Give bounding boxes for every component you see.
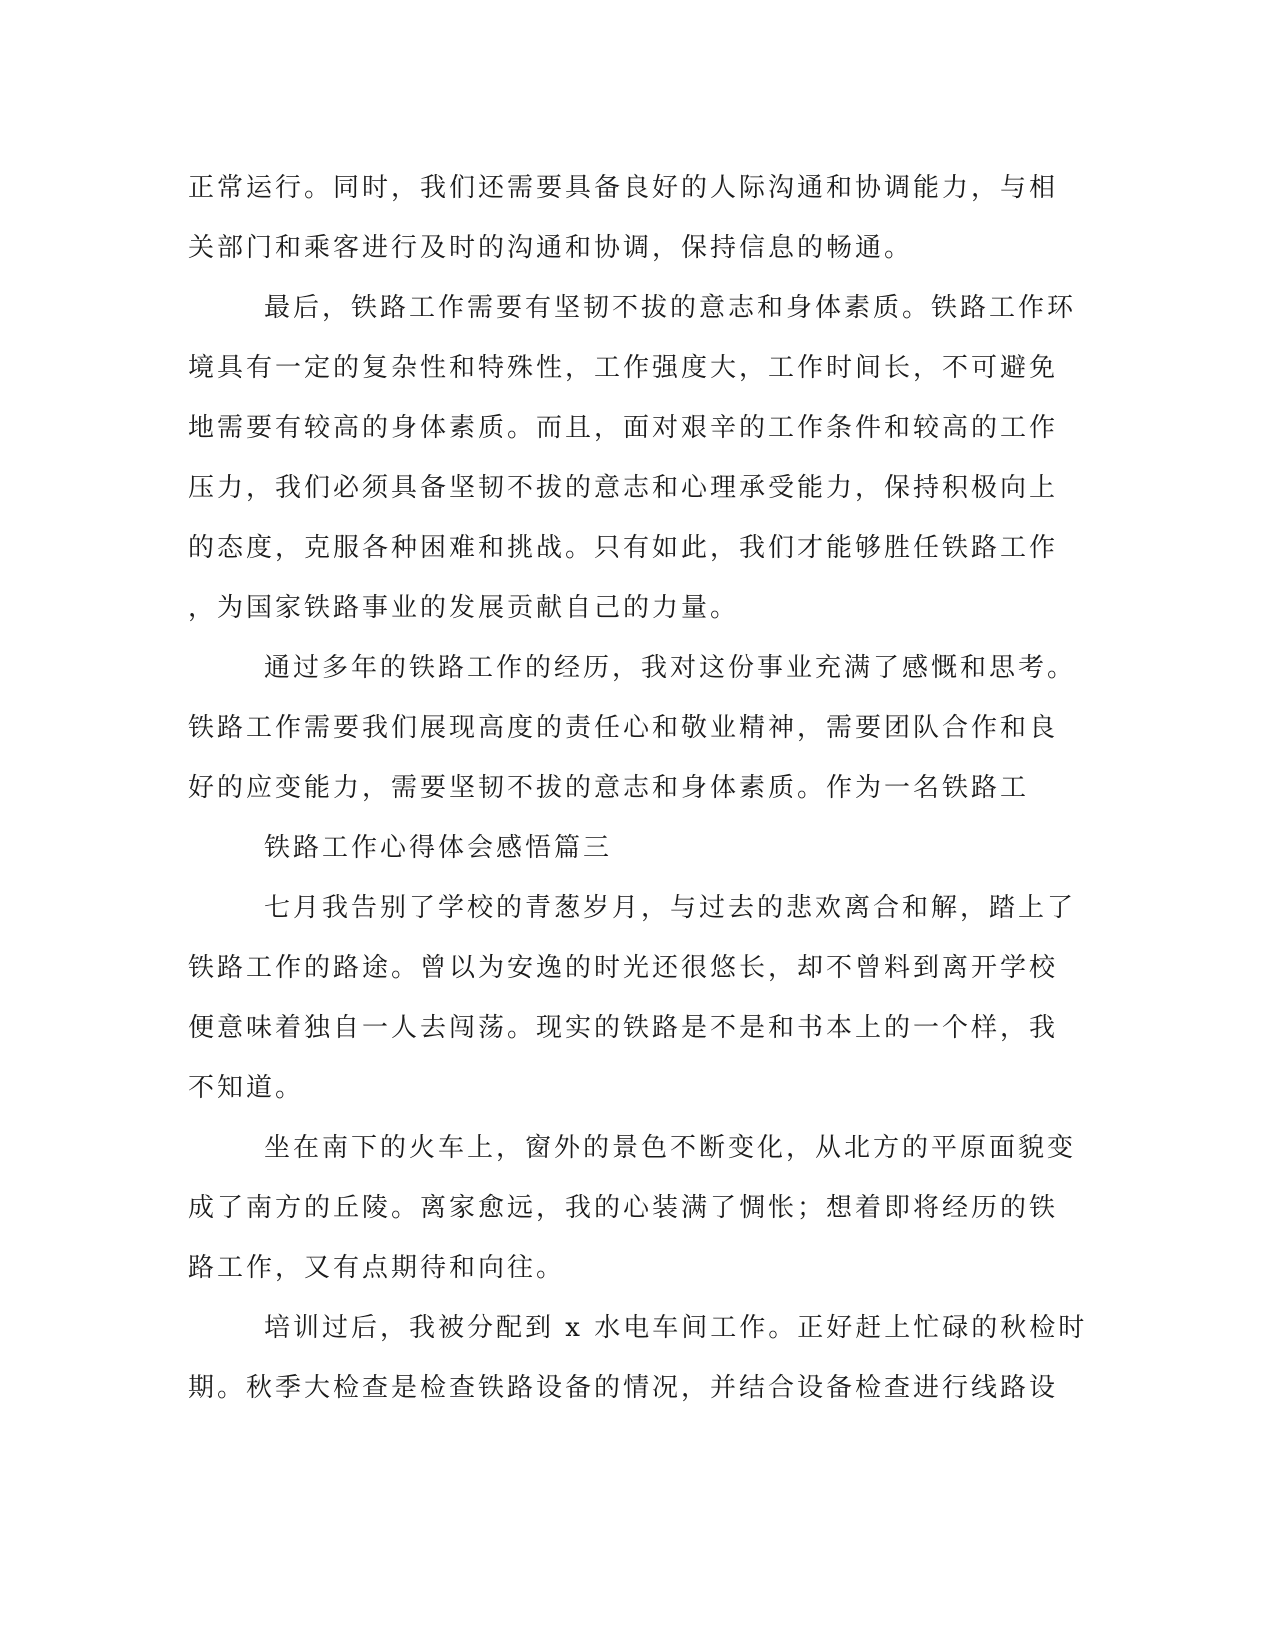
text-line: 正常运行。同时，我们还需要具备良好的人际沟通和协调能力，与相 bbox=[188, 173, 1059, 203]
text-line: 坐在南下的火车上，窗外的景色不断变化，从北方的平原面貌变 bbox=[264, 1133, 1077, 1163]
text-line: 期。秋季大检查是检查铁路设备的情况，并结合设备检查进行线路设 bbox=[188, 1373, 1059, 1403]
text-line: 最后，铁路工作需要有坚韧不拔的意志和身体素质。铁路工作环 bbox=[264, 293, 1077, 323]
text-line: 地需要有较高的身体素质。而且，面对艰辛的工作条件和较高的工作 bbox=[188, 413, 1059, 443]
text-line: 关部门和乘客进行及时的沟通和协调，保持信息的畅通。 bbox=[188, 233, 914, 263]
text-line: 七月我告别了学校的青葱岁月，与过去的悲欢离合和解，踏上了 bbox=[264, 893, 1077, 923]
text-line: 便意味着独自一人去闯荡。现实的铁路是不是和书本上的一个样，我 bbox=[188, 1013, 1059, 1043]
document-body bbox=[188, 166, 1088, 1426]
text-line: 好的应变能力，需要坚韧不拔的意志和身体素质。作为一名铁路工 bbox=[188, 773, 1030, 803]
text-line: 的态度，克服各种困难和挑战。只有如此，我们才能够胜任铁路工作 bbox=[188, 533, 1059, 563]
text-line: 通过多年的铁路工作的经历，我对这份事业充满了感慨和思考。 bbox=[264, 653, 1077, 683]
text-line: 路工作，又有点期待和向往。 bbox=[188, 1253, 566, 1283]
text-line: 境具有一定的复杂性和特殊性，工作强度大，工作时间长，不可避免 bbox=[188, 353, 1059, 383]
text-line: 成了南方的丘陵。离家愈远，我的心装满了惆怅；想着即将经历的铁 bbox=[188, 1193, 1059, 1223]
text-line: ，为国家铁路事业的发展贡献自己的力量。 bbox=[188, 593, 740, 623]
text-line: 培训过后，我被分配到 x 水电车间工作。正好赶上忙碌的秋检时 bbox=[264, 1313, 1088, 1343]
text-line: 不知道。 bbox=[188, 1073, 305, 1103]
text-line: 铁路工作需要我们展现高度的责任心和敬业精神，需要团队合作和良 bbox=[188, 713, 1059, 743]
section-heading: 铁路工作心得体会感悟篇三 bbox=[264, 833, 613, 863]
text-line: 压力，我们必须具备坚韧不拔的意志和心理承受能力，保持积极向上 bbox=[188, 473, 1059, 503]
text-line: 铁路工作的路途。曾以为安逸的时光还很悠长，却不曾料到离开学校 bbox=[188, 953, 1059, 983]
